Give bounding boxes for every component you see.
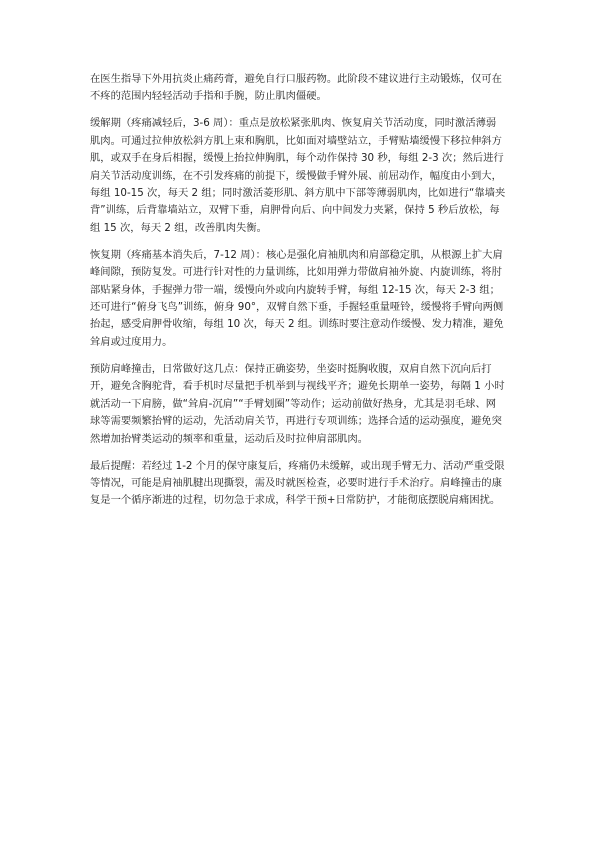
paragraph-acute-phase: 在医生指导下外用抗炎止痛药膏，避免自行口服药物。此阶段不建议进行主动锻炼，仅可在不疼的范围内轻轻活动手指和手腕，防止肌肉僵硬。: [90, 73, 502, 103]
paragraph-relief-phase: 缓解期（疼痛减轻后，3-6 周）：重点是放松紧张肌肉、恢复肩关节活动度，同时激活薄弱肌肉。可通过拉伸放松斜方肌上束和胸肌，比如面对墙壁站立，手臂贴墙缓慢下移拉伸斜方肌，或双手在身后相握，缓慢上抬拉伸胸肌，每个动作保持 30 秒，每组 2-3 次；然后进行肩关节活动度训练，在不引发疼痛的前提下，缓慢做手臂外展、前屈动作，幅度由小到大，每组 10-15 次，每天 2 组；同时激活菱形肌、斜方肌中下部等薄弱肌肉，比如进行“靠墙夹背”训练，后背靠墙站立，双臂下垂，肩胛骨向后、向中间发力夹紧，保持 5 秒后放松，每组 15 次，每天 2 组，改善肌肉失衡。: [90, 117, 506, 234]
paragraph-final-reminder: 最后提醒：若经过 1-2 个月的保守康复后，疼痛仍未缓解，或出现手臂无力、活动严重受限等情况，可能是肩袖肌腱出现撕裂，需及时就医检查，必要时进行手术治疗。肩峰撞击的康复是一个循序渐进的过程，切勿急于求成，科学干预+日常防护，才能彻底摆脱肩痛困扰。: [90, 459, 505, 507]
paragraph-recovery-phase: 恢复期（疼痛基本消失后，7-12 周）：核心是强化肩袖肌肉和肩部稳定肌，从根源上扩大肩峰间隙，预防复发。可进行针对性的力量训练，比如用弹力带做肩袖外旋、内旋训练，将肘部贴紧身体，手握弹力带一端，缓慢向外或向内旋转手臂，每组 12-15 次，每天 2-3 组；还可进行“俯身飞鸟”训练，俯身 90°，双臂自然下垂，手握轻重量哑铃，缓慢将手臂向两侧抬起，感受肩胛骨收缩，每组 10 次，每天 2 组。训练时要注意动作缓慢、发力精准，避免耸肩或过度用力。: [90, 248, 504, 348]
document-body: [90, 71, 506, 519]
paragraph-prevention: 预防肩峰撞击，日常做好这几点：保持正确姿势，坐姿时挺胸收腹，双肩自然下沉向后打开，避免含胸驼背，看手机时尽量把手机举到与视线平齐；避免长期单一姿势，每隔 1 小时就活动一下肩膀，做“耸肩-沉肩”“手臂划圈”等动作；运动前做好热身，尤其是羽毛球、网球等需要频繁抬臂的运动，先活动肩关节，再进行专项训练；选择合适的运动强度，避免突然增加抬臂类运动的频率和重量，运动后及时拉伸肩部肌肉。: [90, 362, 505, 445]
